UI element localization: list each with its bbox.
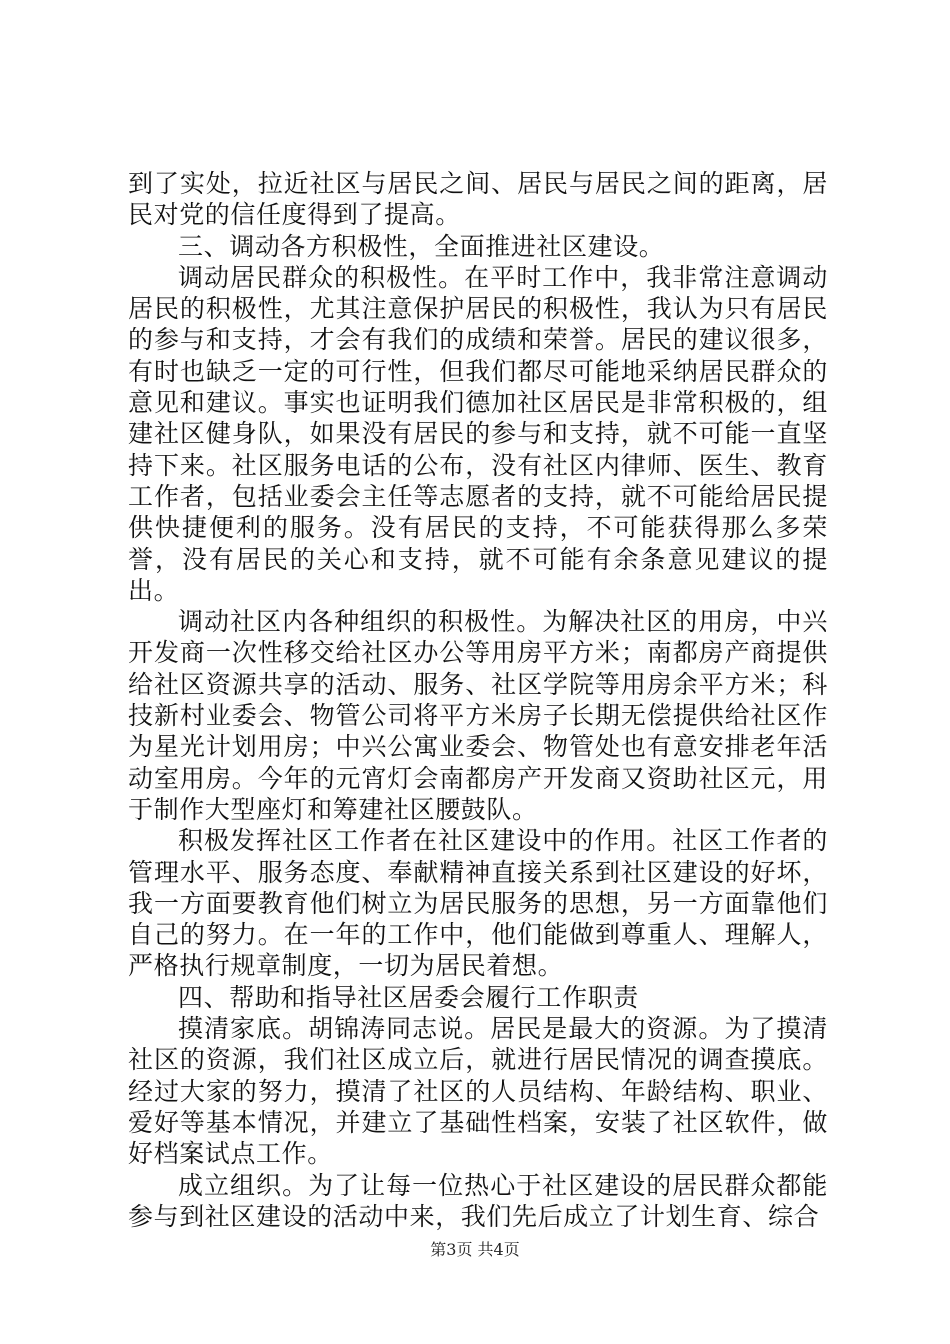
paragraph-organizations: 成立组织。为了让每一位热心于社区建设的居民群众都能参与到社区建设的活动中来，我们先后成立了计划生育、综合 [128, 1170, 828, 1231]
paragraph-community-workers: 积极发挥社区工作者在社区建设中的作用。社区工作者的管理水平、服务态度、奉献精神直接关系到社区建设的好坏，我一方面要教育他们树立为居民服务的思想，另一方面靠他们自己的努力。在一年的工作中，他们能做到尊重人、理解人，严格执行规章制度，一切为居民着想。 [128, 826, 828, 981]
paragraph-residents-enthusiasm: 调动居民群众的积极性。在平时工作中，我非常注意调动居民的积极性，尤其注意保护居民的积极性，我认为只有居民的参与和支持，才会有我们的成绩和荣誉。居民的建议很多，有时也缺乏一定的可行性，但我们都尽可能地采纳居民群众的意见和建议。事实也证明我们德加社区居民是非常积极的，组建社区健身队，如果没有居民的参与和支持，就不可能一直坚持下来。社区服务电话的公布，没有社区内律师、医生、教育工作者，包括业委会主任等志愿者的支持，就不可能给居民提供快捷便利的服务。没有居民的支持，不可能获得那么多荣誉，没有居民的关心和支持，就不可能有余条意见建议的提出。 [128, 262, 828, 605]
section-heading-4: 四、帮助和指导社区居委会履行工作职责 [178, 982, 639, 1012]
paragraph-organizations-enthusiasm: 调动社区内各种组织的积极性。为解决社区的用房，中兴开发商一次性移交给社区办公等用房平方米；南都房产商提供给社区资源共享的活动、服务、社区学院等用房余平方米；科技新村业委会、物管公司将平方米房子长期无偿提供给社区作为星光计划用房；中兴公寓业委会、物管处也有意安排老年活动室用房。今年的元宵灯会南都房产开发商又资助社区元，用于制作大型座灯和筹建社区腰鼓队。 [128, 607, 828, 824]
page-number-footer: 第3页 共4页 [430, 1240, 520, 1259]
paragraph-survey: 摸清家底。胡锦涛同志说。居民是最大的资源。为了摸清社区的资源，我们社区成立后，就进行居民情况的调查摸底。经过大家的努力，摸清了社区的人员结构、年龄结构、职业、爱好等基本情况，并建立了基础性档案，安装了社区软件，做好档案试点工作。 [128, 1014, 828, 1169]
paragraph-continuation: 到了实处，拉近社区与居民之间、居民与居民之间的距离，居民对党的信任度得到了提高。 [128, 169, 828, 230]
document-body [128, 168, 828, 1232]
section-heading-3: 三、调动各方积极性，全面推进社区建设。 [178, 231, 665, 261]
